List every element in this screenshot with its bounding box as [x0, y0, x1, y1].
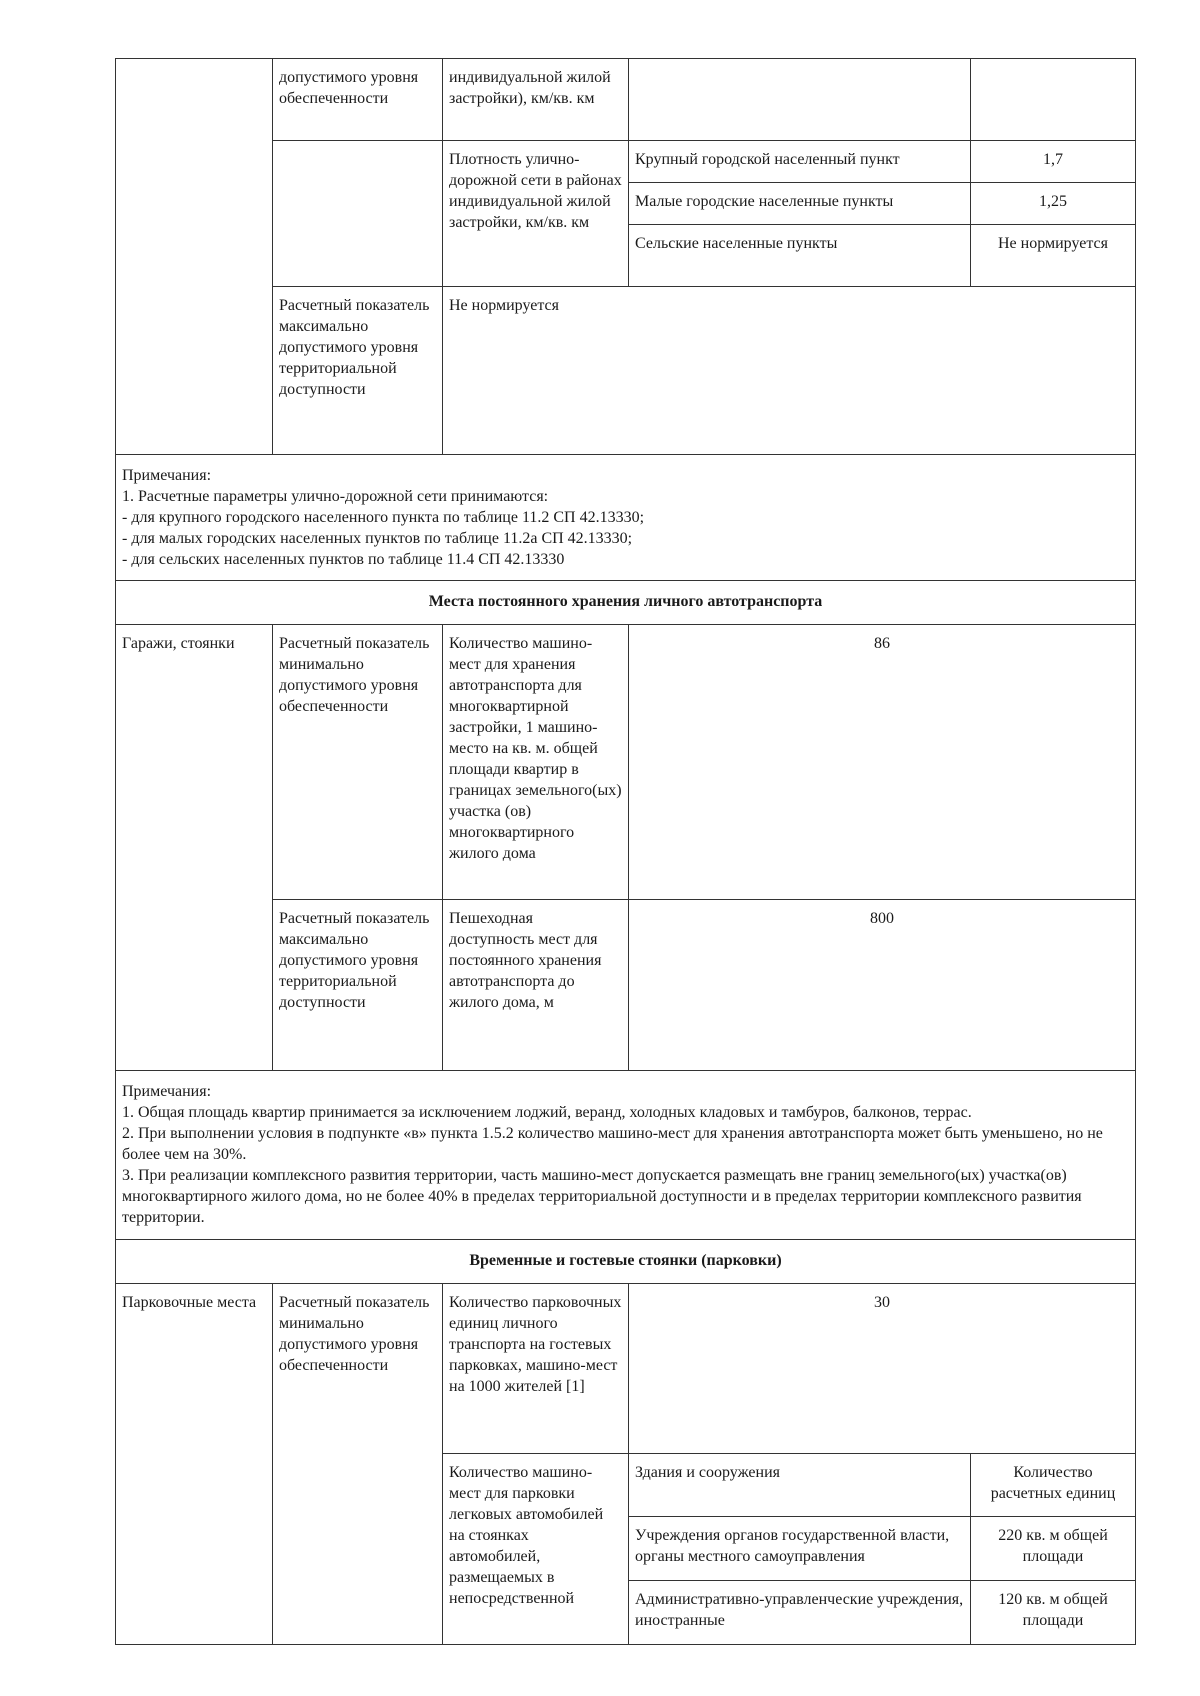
object-cell-continued: [116, 59, 273, 455]
note-line: - для сельских населенных пунктов по таблице 11.4 СП 42.13330: [122, 551, 565, 568]
parameter-value: 800: [629, 900, 1136, 1071]
density-indicator-cell: [273, 141, 443, 287]
density-value: 1,7: [971, 141, 1136, 183]
indicator-cell-continued: допустимого уровня обеспеченности: [273, 59, 443, 141]
parameter-label: Количество машино-мест для парковки легковых автомобилей на стоянках автомобилей, размещаемых в непосредственной: [443, 1454, 629, 1645]
indicator-label: Расчетный показатель минимально допустимого уровня обеспеченности: [273, 1284, 443, 1645]
note-line: - для малых городских населенных пунктов по таблице 11.2а СП 42.13330;: [122, 530, 633, 547]
column-header-units: Количество расчетных единиц: [971, 1454, 1136, 1517]
section-title: Временные и гостевые стоянки (парковки): [116, 1240, 1136, 1284]
parameter-label: Количество парковочных единиц личного транспорта на гостевых парковках, машино-мест на 1000 жителей [1]: [443, 1284, 629, 1454]
density-value: 1,25: [971, 183, 1136, 225]
notes-block: [116, 455, 1136, 581]
access-label: Расчетный показатель максимально допустимого уровня территориальной доступности: [273, 287, 443, 455]
object-name: Гаражи, стоянки: [116, 625, 273, 1071]
indicator-label: Расчетный показатель минимально допустимого уровня обеспеченности: [273, 625, 443, 900]
settlement-type: Крупный городской населенный пункт: [629, 141, 971, 183]
building-type: Административно-управленческие учреждения, иностранные: [629, 1581, 971, 1645]
settlement-type: Сельские населенные пункты: [629, 225, 971, 287]
object-name: Парковочные места: [116, 1284, 273, 1645]
note-line: 1. Расчетные параметры улично-дорожной сети принимаются:: [122, 488, 549, 505]
type-cell-continued: [629, 59, 971, 141]
note-line: 2. При выполнении условия в подпункте «в» пункта 1.5.2 количество машино-мест для хранения автотранспорта может быть уменьшено, но не более чем на 30%.: [122, 1125, 1103, 1163]
indicator-label: Расчетный показатель максимально допустимого уровня территориальной доступности: [273, 900, 443, 1071]
note-line: 3. При реализации комплексного развития территории, часть машино-мест допускается размещать вне границ земельного(ых) участка(ов) многоквартирного жилого дома, но не более 40% в пределах территориальной доступности и в пределах территории комплексного развития территории.: [122, 1167, 1082, 1226]
note-line: Примечания:: [122, 467, 212, 484]
norms-table: [115, 58, 1136, 1645]
note-line: Примечания:: [122, 1083, 212, 1100]
building-type: Учреждения органов государственной власти, органы местного самоуправления: [629, 1517, 971, 1581]
density-value: Не нормируется: [971, 225, 1136, 287]
notes-block: [116, 1071, 1136, 1240]
parameter-label: Количество машино-мест для хранения автотранспорта для многоквартирной застройки, 1 машино-место на кв. м. общей площади квартир в границах земельного(ых) участка (ов) многоквартирного жилого дома: [443, 625, 629, 900]
value-cell-continued: [971, 59, 1136, 141]
parameter-value: 86: [629, 625, 1136, 900]
settlement-type: Малые городские населенные пункты: [629, 183, 971, 225]
note-line: 1. Общая площадь квартир принимается за исключением лоджий, веранд, холодных кладовых и тамбуров, балконов, террас.: [122, 1104, 972, 1121]
parameter-cell-continued: индивидуальной жилой застройки), км/кв. км: [443, 59, 629, 141]
building-units: 120 кв. м общей площади: [971, 1581, 1136, 1645]
column-header-buildings: Здания и сооружения: [629, 1454, 971, 1517]
density-label: Плотность улично-дорожной сети в районах индивидуальной жилой застройки, км/кв. км: [443, 141, 629, 287]
parameter-value: 30: [629, 1284, 1136, 1454]
parameter-label: Пешеходная доступность мест для постоянного хранения автотранспорта до жилого дома, м: [443, 900, 629, 1071]
note-line: - для крупного городского населенного пункта по таблице 11.2 СП 42.13330;: [122, 509, 645, 526]
building-units: 220 кв. м общей площади: [971, 1517, 1136, 1581]
section-title: Места постоянного хранения личного автотранспорта: [116, 581, 1136, 625]
access-value: Не нормируется: [443, 287, 1136, 455]
